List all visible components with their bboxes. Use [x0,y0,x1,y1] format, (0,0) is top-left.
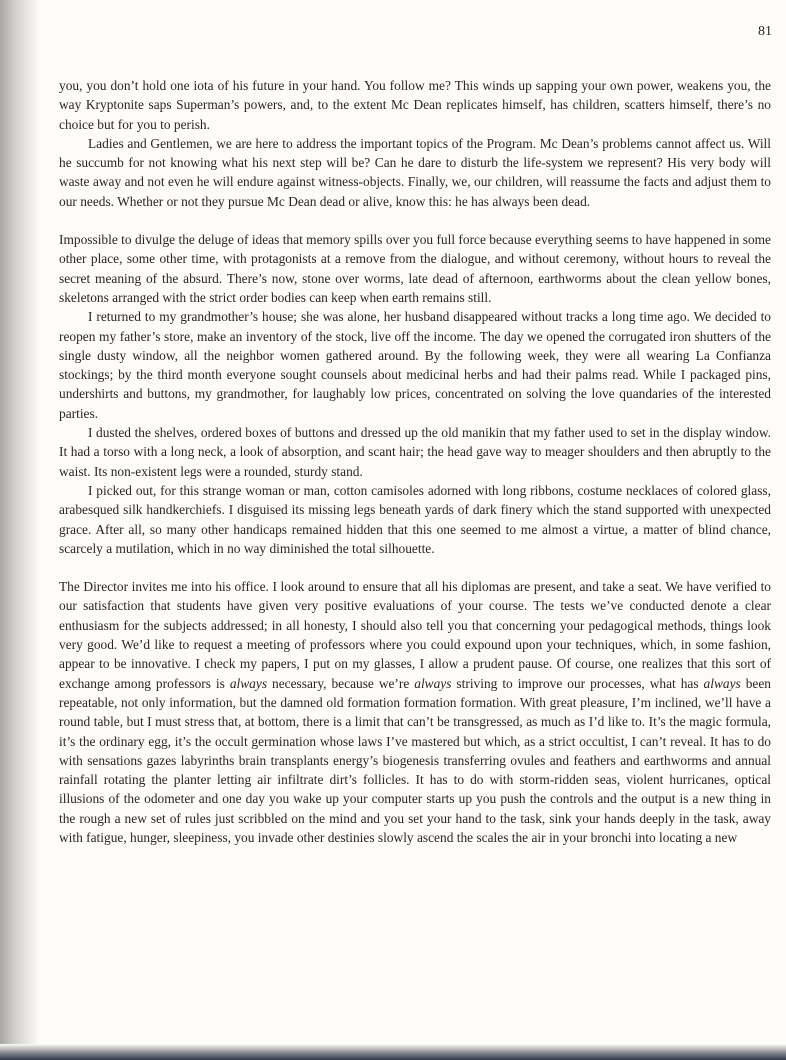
text-run: I returned to my grandmother’s house; she was alone, her husband disappeared without tracks a long time ago. We decided to reopen my father’s store, make an inventory of the stock, live off the income. The day we opened the corrugated iron shutters of the single dusty window, all the neighbor women gathered around. By the following week, they were all wearing La Confianza stockings; by the third month everyone sought counsels about medicinal herbs and had their palms read. While I packaged pins, undershirts and buttons, my grandmother, for laughably low prices, concentrated on solving the love quandaries of the interested parties. [59,309,771,421]
text-run: been repeatable, not only information, but the damned old formation formation formation. With great pleasure, I’m inclined, we’ll have a round table, but I must stress that, at bottom, there is a limit that can’t be transgressed, as much as I’d like to. It’s the magic formula, it’s the ordinary egg, it’s the occult germination whose laws I’ve mastered but which, as a strict occultist, I can’t reveal. It has to do with sensations gazes labyrinths brain transplants energy’s biogenesis transferring ovules and feathers and earthworms and annual rainfall rotating the planter letting air infiltrate dirt’s follicles. It has to do with storm-ridden seas, violent hurricanes, optical illusions of the odometer and one day you wake up your computer starts up you push the controls and the output is a new thing in the rough a new set of rules just scribbled on the mind and you set your hand to the task, sink your hands deeply in the task, away with fatigue, hunger, sleepiness, you invade other destinies slowly ascend the scales the air in your bronchi into locating a new [59,675,771,845]
paragraph [59,577,771,847]
emphasis-text: always [414,675,452,691]
paragraph [59,423,771,481]
text-run: I picked out, for this strange woman or man, cotton camisoles adorned with long ribbons, costume necklaces of colored glass, arabesqued silk handkerchiefs. I disguised its missing legs beneath yards of dark finery which the stand supported with unexpected grace. After all, so many other handicaps remained hidden that this one seemed to me almost a virtue, a matter of blind chance, scarcely a mutilation, which in no way diminished the total silhouette. [59,482,771,556]
text-run: I dusted the shelves, ordered boxes of buttons and dressed up the old manikin that my father used to set in the display window. It had a torso with a long neck, a look of absorption, and scant hair; the head gave way to meager shoulders and then abruptly to the waist. Its non-existent legs were a rounded, sturdy stand. [59,425,771,479]
text-run: striving to improve our processes, what has [451,675,704,691]
section-break [59,211,771,230]
page-number: 81 [758,24,772,39]
paragraph [59,134,771,211]
text-run: Ladies and Gentlemen, we are here to address the important topics of the Program. Mc Dean’s problems cannot affect us. Will he succumb for not knowing what his next step will be? Can he dare to disturb the life-system we represent? His very body will waste away and not even he will endure against witness-objects. Finally, we, our children, will reassume the facts and adjust them to our needs. Whether or not they pursue Mc Dean dead or alive, know this: he has always been dead. [59,135,771,209]
emphasis-text: always [229,675,268,691]
page-gutter-shadow [0,0,40,1060]
paragraph [59,76,771,134]
text-run: Impossible to divulge the deluge of ideas that memory spills over you full force because everything seems to have happened in some other place, some other time, with protagonists at a remove from the dialogue, and without ceremony, without hours to reveal the secret meaning of the absurd. There’s now, stone over worms, late dead of afternoon, earthworms about the clean yellow bones, skeletons arranged with the strict order bodies can keep when earth remains still. [59,232,771,305]
section-break [59,558,771,577]
text-run: The Director invites me into his office. I look around to ensure that all his diplomas are present, and take a seat. We have verified to our satisfaction that students have given very positive evaluations of your course. The tests we’ve conducted denote a clear enthusiasm for the subjects addressed; in all honesty, I should also tell you that concerning your pedagogical methods, things look very good. We’d like to request a meeting of professors where you could expound upon your techniques, which, in some fashion, appear to be innovative. I check my papers, I put on my glasses, I allow a prudent pause. Of course, one realizes that this sort of exchange among professors is [59,579,771,691]
page-bottom-edge [0,1044,786,1060]
body-text [59,76,771,847]
text-run: you, you don’t hold one iota of his future in your hand. You follow me? This winds up sapping your own power, weakens you, the way Kryptonite saps Superman’s powers, and, to the extent Mc Dean replicates himself, has children, scatters himself, there’s no choice but for you to perish. [59,78,771,132]
paragraph [59,307,771,423]
paragraph [59,230,771,307]
emphasis-text: always [703,675,741,691]
text-run: necessary, because we’re [267,675,415,691]
paragraph [59,481,771,558]
